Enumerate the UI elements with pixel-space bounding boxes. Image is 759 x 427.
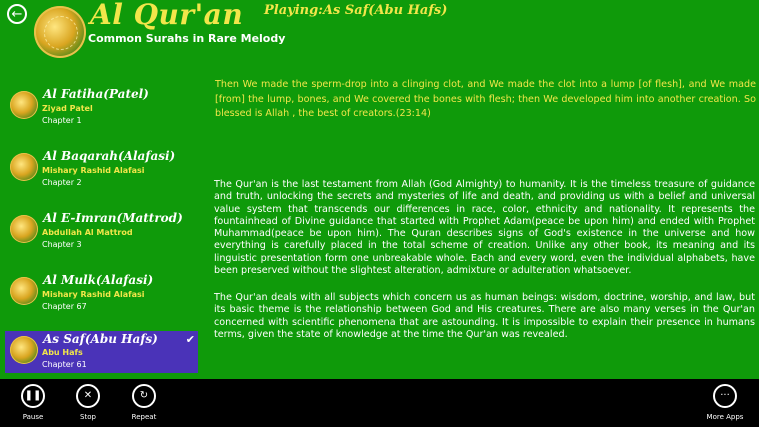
surah-thumbnail bbox=[10, 215, 38, 243]
surah-list bbox=[5, 83, 198, 373]
surah-reciter: Mishary Rashid Alafasi bbox=[42, 166, 145, 175]
stop-icon: ✕ bbox=[76, 384, 100, 408]
stop-label: Stop bbox=[80, 413, 96, 421]
surah-name: Al Fatiha(Patel) bbox=[43, 87, 149, 101]
surah-list-item[interactable] bbox=[5, 83, 198, 145]
surah-reciter: Abdullah Al Mattrod bbox=[42, 228, 133, 237]
repeat-label: Repeat bbox=[131, 413, 157, 421]
surah-list-item[interactable] bbox=[5, 145, 198, 207]
app-title: Al Qur'an bbox=[90, 0, 244, 31]
repeat-button[interactable] bbox=[121, 384, 167, 421]
surah-thumbnail bbox=[10, 153, 38, 181]
stop-button[interactable] bbox=[65, 384, 111, 421]
more-icon: ··· bbox=[713, 384, 737, 408]
more-apps-button[interactable] bbox=[702, 384, 748, 421]
surah-chapter: Chapter 61 bbox=[42, 360, 87, 369]
pause-button[interactable] bbox=[10, 384, 56, 421]
surah-reciter: Ziyad Patel bbox=[42, 104, 93, 113]
surah-thumbnail bbox=[10, 277, 38, 305]
surah-chapter: Chapter 1 bbox=[42, 116, 82, 125]
surah-thumbnail bbox=[10, 91, 38, 119]
more-apps-label: More Apps bbox=[706, 413, 744, 421]
pause-label: Pause bbox=[22, 413, 44, 421]
app-subtitle: Common Surahs in Rare Melody bbox=[88, 32, 286, 45]
back-arrow-icon[interactable]: ← bbox=[7, 4, 27, 24]
surah-name: Al Mulk(Alafasi) bbox=[43, 273, 154, 287]
surah-name: Al Baqarah(Alafasi) bbox=[43, 149, 176, 163]
featured-verse: Then We made the sperm-drop into a clinging clot, and We made the clot into a lump [of flesh], and We made [from] the lump, bones, and We covered the bones with flesh; then We developed him into another creation. So blessed is Allah , the best of creators.(23:14) bbox=[215, 79, 756, 119]
surah-list-item[interactable] bbox=[5, 269, 198, 331]
pause-icon: ❚❚ bbox=[21, 384, 45, 408]
surah-chapter: Chapter 2 bbox=[42, 178, 82, 187]
surah-list-item[interactable] bbox=[5, 207, 198, 269]
surah-name: As Saf(Abu Hafs) bbox=[43, 332, 158, 346]
repeat-icon: ↻ bbox=[132, 384, 156, 408]
description-paragraph: The Qur'an deals with all subjects which concern us as human beings: wisdom, doctrine, worship, and law, but its basic theme is the relationship between God and His creatures. There are also many verses in the Qur'an concerned with scientific phenomena that are astounding. It is impossible to explain their presence in humans terms, given the state of knowledge at the time the Qur'an was revealed. bbox=[214, 292, 755, 340]
quran-logo bbox=[34, 6, 86, 58]
surah-chapter: Chapter 3 bbox=[42, 240, 82, 249]
surah-chapter: Chapter 67 bbox=[42, 302, 87, 311]
surah-reciter: Mishary Rashid Alafasi bbox=[42, 290, 145, 299]
surah-name: Al E-Imran(Mattrod) bbox=[43, 211, 183, 225]
surah-list-item-selected[interactable] bbox=[5, 331, 198, 373]
surah-reciter: Abu Hafs bbox=[42, 348, 83, 357]
description-paragraph: The Qur'an is the last testament from Allah (God Almighty) to humanity. It is the timeless treasure of guidance and truth, unlocking the secrets and mysteries of life and death, and providing us with a belief and universal value system that transcends our differences in race, color, ethnicity and nationality. It represents the fountainhead of Divine guidance that started with Prophet Adam(peace be upon him) and ended with Prophet Muhammad(peace be upon him). The Quran describes signs of God's existence in the universe and how everything is carefully placed in the total scheme of creation. Unlike any other book, its meaning and its linguistic presentation form one unbreakable whole. Each and every word, even the individual alphabets, have been preserved without the slightest alteration, admixture or adulteration whatsoever. bbox=[214, 179, 755, 277]
now-playing-label: Playing:As Saf(Abu Hafs) bbox=[264, 3, 448, 18]
surah-thumbnail bbox=[10, 336, 38, 364]
check-icon: ✔ bbox=[185, 333, 195, 346]
app-bar bbox=[0, 379, 759, 427]
